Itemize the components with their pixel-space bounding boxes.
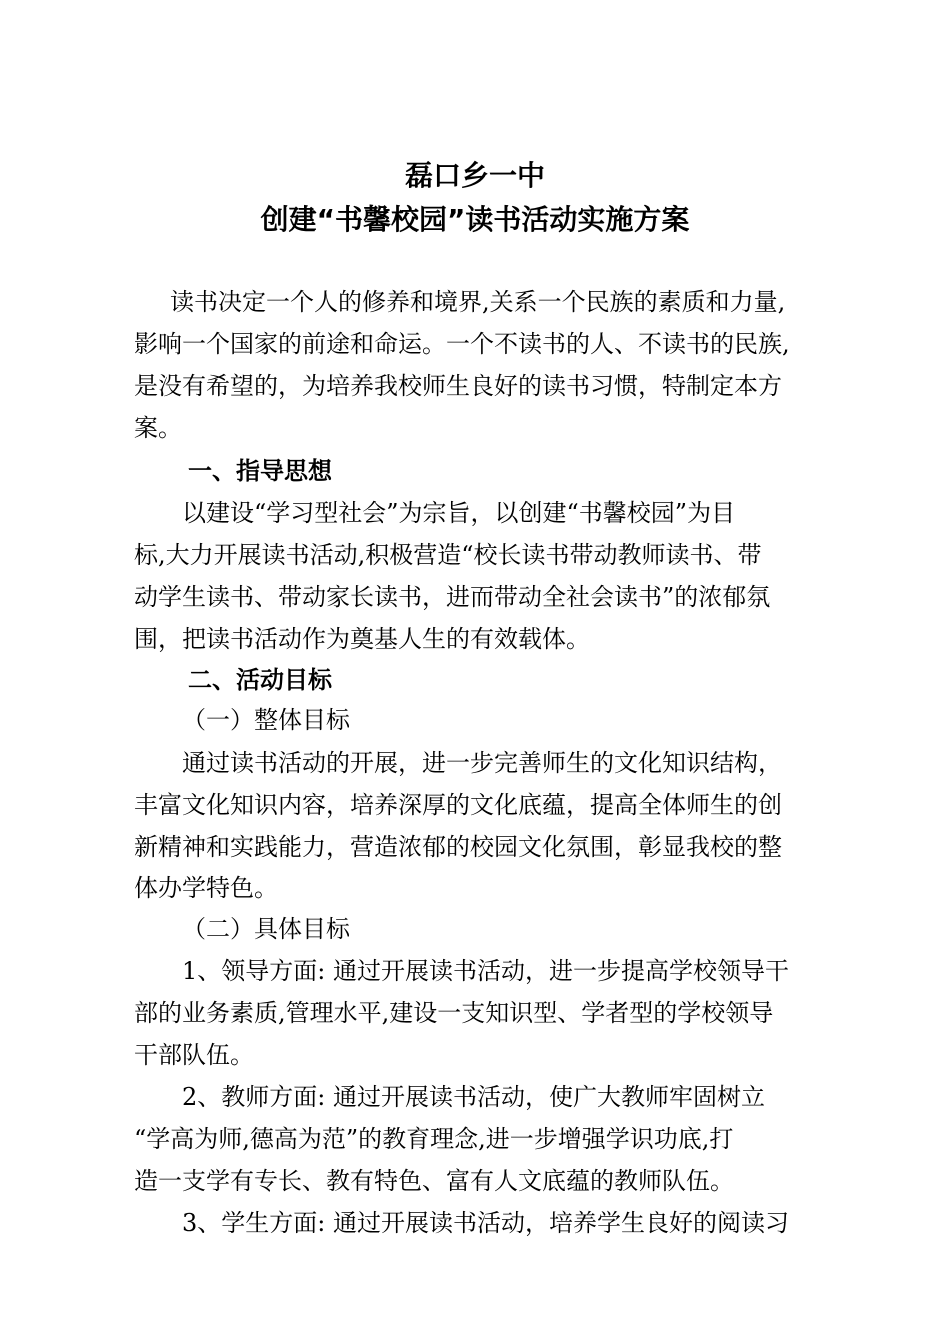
paragraph-line: 标,大力开展读书活动,积极营造“校长读书带动教师读书、带 [134, 541, 762, 569]
list-item-line: 1、领导方面: 通过开展读书活动，进一步提高学校领导干 [182, 957, 789, 985]
intro-line: 是没有希望的，为培养我校师生良好的读书习惯，特制定本方 [134, 372, 782, 400]
list-item-line: 干部队伍。 [134, 1041, 254, 1069]
list-item-line: 造一支学有专长、教有特色、富有人文底蕴的教师队伍。 [134, 1167, 734, 1195]
list-item-line: 部的业务素质,管理水平,建设一支知识型、学者型的学校领导 [134, 999, 774, 1027]
section-heading-guiding-ideology: 一、指导思想 [188, 457, 332, 485]
section-heading-activity-goals: 二、活动目标 [188, 666, 332, 694]
paragraph-line: 围，把读书活动作为奠基人生的有效载体。 [134, 625, 590, 653]
intro-line: 案。 [134, 414, 182, 442]
paragraph-line: 体办学特色。 [134, 874, 278, 902]
paragraph-line: 新精神和实践能力，营造浓郁的校园文化氛围，彰显我校的整 [134, 833, 782, 861]
paragraph-line: 通过读书活动的开展，进一步完善师生的文化知识结构， [182, 749, 782, 777]
intro-line: 读书决定一个人的修养和境界,关系一个民族的素质和力量, [170, 288, 786, 316]
paragraph-line: 动学生读书、带动家长读书，进而带动全社会读书”的浓郁氛 [134, 583, 771, 611]
subheading-specific-goals: （二）具体目标 [182, 915, 350, 943]
subheading-overall-goal: （一）整体目标 [182, 706, 350, 734]
document-title-school: 磊口乡一中 [404, 159, 545, 192]
paragraph-line: 丰富文化知识内容，培养深厚的文化底蕴，提高全体师生的创 [134, 791, 782, 819]
list-item-line: 3、学生方面: 通过开展读书活动，培养学生良好的阅读习 [182, 1209, 789, 1237]
intro-line: 影响一个国家的前途和命运。一个不读书的人、不读书的民族, [134, 330, 790, 358]
list-item-line: “学高为师,德高为范”的教育理念,进一步增强学识功底,打 [134, 1125, 734, 1153]
paragraph-line: 以建设“学习型社会”为宗旨，以创建“书馨校园”为目 [182, 499, 736, 527]
list-item-line: 2、教师方面: 通过开展读书活动，使广大教师牢固树立 [182, 1083, 765, 1111]
document-title-plan: 创建“书馨校园”读书活动实施方案 [260, 203, 690, 236]
